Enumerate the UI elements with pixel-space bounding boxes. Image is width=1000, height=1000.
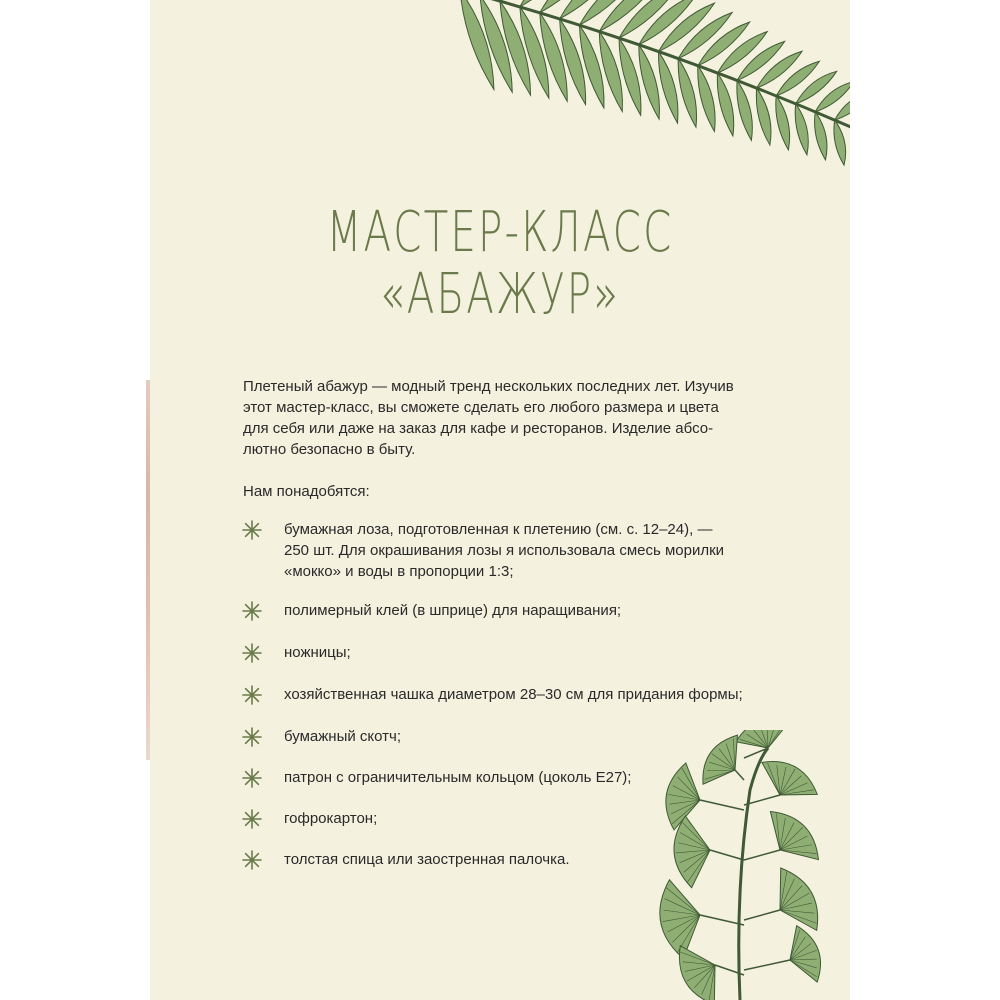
asterisk-star-icon	[242, 727, 262, 747]
fern-leaf-illustration	[300, 0, 850, 190]
asterisk-star-icon	[242, 601, 262, 621]
list-item-line: полимерный клей (в шприце) для наращивания;	[284, 602, 622, 619]
page-title-line-2: «АБАЖУР»	[379, 262, 621, 327]
asterisk-star-icon	[242, 520, 262, 540]
asterisk-star-icon	[242, 850, 262, 870]
intro-line: Плетеный абажур — модный тренд нескольких последних лет. Изучив	[243, 378, 734, 395]
asterisk-star-icon	[242, 685, 262, 705]
page-title-line-1: МАСТЕР-КЛАСС	[326, 200, 674, 265]
materials-heading: Нам понадобятся:	[243, 483, 370, 500]
list-item-line: ножницы;	[284, 644, 351, 661]
list-item-line: толстая спица или заостренная палочка.	[284, 851, 570, 868]
list-item-line: хозяйственная чашка диаметром 28–30 см для придания формы;	[284, 686, 743, 703]
list-item-line: бумажный скотч;	[284, 728, 401, 745]
list-item-line: бумажная лоза, подготовленная к плетению (см. с. 12–24), —	[284, 521, 713, 538]
asterisk-star-icon	[242, 643, 262, 663]
intro-paragraph	[243, 376, 763, 460]
book-page	[150, 0, 850, 1000]
list-item-line: патрон с ограничительным кольцом (цоколь Е27);	[284, 769, 632, 786]
intro-line: для себя или даже на заказ для кафе и ресторанов. Изделие абсо-	[243, 420, 714, 437]
list-item-line: 250 шт. Для окрашивания лозы я использовала смесь морилки	[284, 542, 725, 559]
ginkgo-branch-illustration	[640, 730, 840, 1000]
asterisk-star-icon	[242, 809, 262, 829]
list-item-line: гофрокартон;	[284, 810, 378, 827]
list-item-line: «мокко» и воды в пропорции 1:3;	[284, 563, 514, 580]
intro-line: лютно безопасно в быту.	[243, 441, 416, 458]
intro-line: этот мастер-класс, вы сможете сделать его любого размера и цвета	[243, 399, 719, 416]
asterisk-star-icon	[242, 768, 262, 788]
